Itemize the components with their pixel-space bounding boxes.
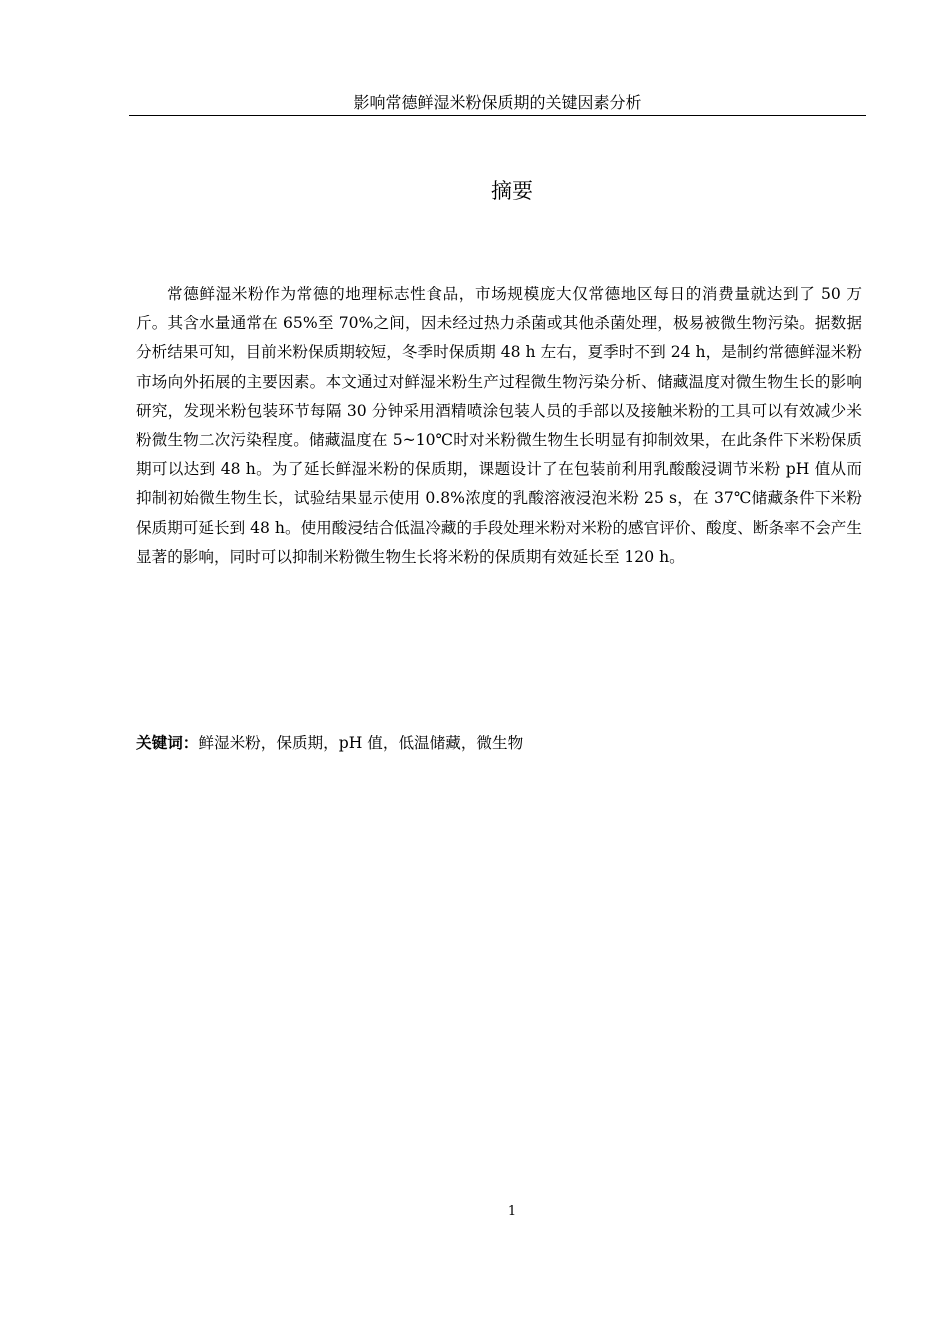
running-header: 影响常德鲜湿米粉保质期的关键因素分析 (353, 93, 642, 112)
header-rule (129, 115, 866, 116)
keywords-line (136, 729, 862, 758)
abstract-body: 常德鲜湿米粉作为常德的地理标志性食品，市场规模庞大仅常德地区每日的消费量就达到了 50 万斤。其含水量通常在 65%至 70%之间，因未经过热力杀菌或其他杀菌处理，极易被微生物污染。据数据分析结果可知，目前米粉保质期较短，冬季时保质期 48 h 左右，夏季时不到 24 h，是制约常德鲜湿米粉市场向外拓展的主要因素。本文通过对鲜湿米粉生产过程微生物污染分析、储藏温度对微生物生长的影响研究，发现米粉包装环节每隔 30 分钟采用酒精喷涂包装人员的手部以及接触米粉的工具可以有效减少米粉微生物二次污染程度。储藏温度在 5~10℃时对米粉微生物生长明显有抑制效果，在此条件下米粉保质期可以达到 48 h。为了延长鲜湿米粉的保质期，课题设计了在包装前利用乳酸酸浸调节米粉 pH 值从而抑制初始微生物生长，试验结果显示使用 0.8%浓度的乳酸溶液浸泡米粉 25 s，在 37℃储藏条件下米粉保质期可延长到 48 h。使用酸浸结合低温冷藏的手段处理米粉对米粉的感官评价、酸度、断条率不会产生显著的影响，同时可以抑制米粉微生物生长将米粉的保质期有效延长至 120 h。 (136, 285, 862, 566)
page-number: 1 (507, 1204, 517, 1219)
abstract-title: 摘要 (491, 179, 533, 203)
keywords-label: 关键词： (136, 734, 199, 752)
keywords-text: 鲜湿米粉，保质期，pH 值，低温储藏，微生物 (198, 734, 524, 752)
